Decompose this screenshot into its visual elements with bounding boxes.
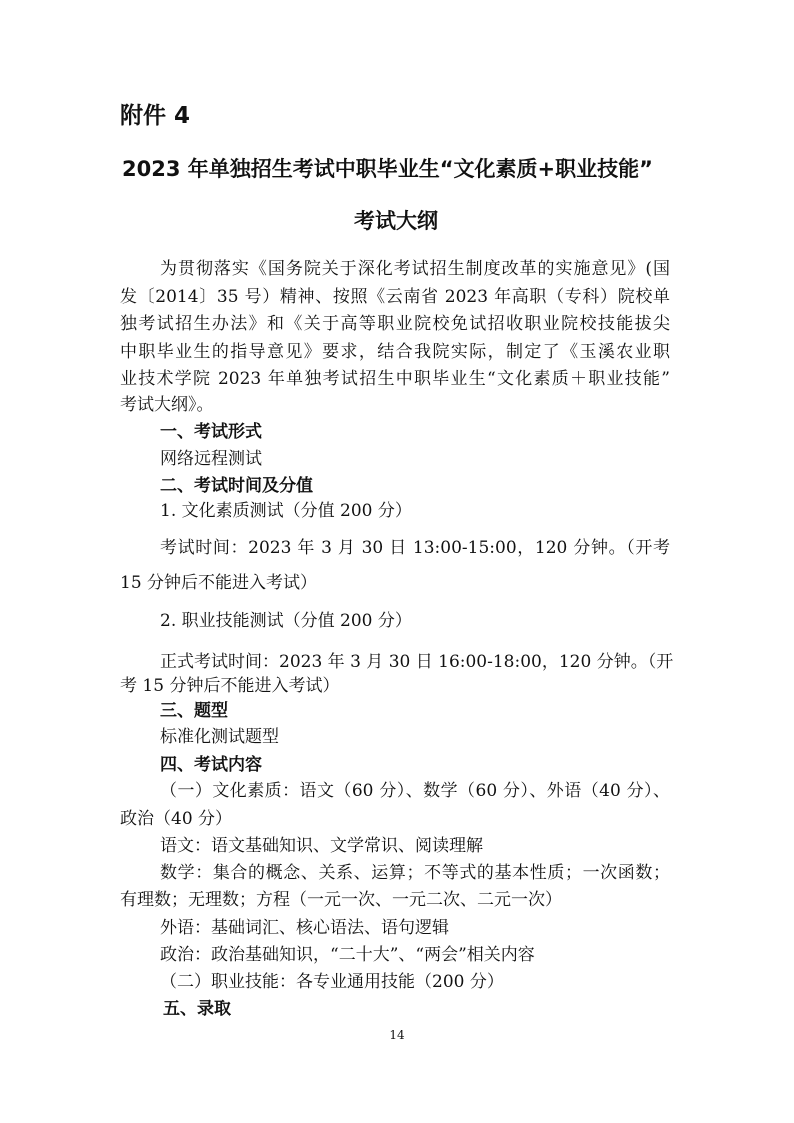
document-title-line2: 考试大纲 [354, 209, 438, 233]
section-4-chinese: 语文：语文基础知识、文学常识、阅读理解 [160, 836, 483, 856]
section-3-body: 标准化测试题型 [160, 727, 279, 747]
section-1-heading: 一、考试形式 [160, 422, 262, 442]
intro-line-4: 中职毕业生的指导意见》要求，结合我院实际，制定了《玉溪农业职 [120, 342, 670, 362]
section-4-math-line-1: 数学：集合的概念、关系、运算；不等式的基本性质；一次函数； [160, 863, 670, 883]
section-4-culture-politics: 政治（40 分） [120, 809, 233, 829]
section-2-item-2-time: 正式考试时间：2023 年 3 月 30 日 16:00-18:00，120 分钟。（开 [160, 652, 674, 672]
section-1-body: 网络远程测试 [160, 449, 262, 469]
section-2-item-2-note: 考 15 分钟后不能进入考试） [120, 676, 340, 696]
section-4-math-line-2: 有理数；无理数；方程（一元一次、一元二次、二元一次） [120, 890, 562, 910]
attachment-label: 附件 4 [120, 103, 191, 129]
intro-line-3: 独考试招生办法》和《关于高等职业院校免试招收职业院校技能拔尖 [120, 314, 670, 334]
section-4-culture-line: （一）文化素质：语文（60 分）、数学（60 分）、外语（40 分）、 [160, 781, 670, 801]
section-5-heading: 五、录取 [163, 999, 231, 1019]
section-4-vocational-skill: （二）职业技能：各专业通用技能（200 分） [160, 972, 504, 992]
section-4-heading: 四、考试内容 [160, 755, 262, 775]
document-title-line1: 2023 年单独招生考试中职毕业生“文化素质+职业技能” [122, 157, 653, 181]
page-number: 14 [389, 1028, 405, 1042]
section-4-politics: 政治：政治基础知识，“二十大”、“两会”相关内容 [160, 945, 535, 965]
intro-line-6: 考试大纲》。 [120, 395, 214, 415]
section-3-heading: 三、题型 [160, 701, 228, 721]
section-2-item-2: 2. 职业技能测试（分值 200 分） [160, 611, 412, 631]
section-4-foreign: 外语：基础词汇、核心语法、语句逻辑 [160, 918, 449, 938]
section-2-item-1-note: 15 分钟后不能进入考试） [120, 573, 318, 593]
intro-line-1: 为贯彻落实《国务院关于深化考试招生制度改革的实施意见》(国 [160, 259, 670, 279]
section-2-item-1-time: 考试时间：2023 年 3 月 30 日 13:00-15:00，120 分钟。（开考 [160, 538, 670, 558]
section-2-item-1: 1. 文化素质测试（分值 200 分） [160, 501, 412, 521]
intro-line-2: 发〔2014〕35 号）精神、按照《云南省 2023 年高职（专科）院校单 [120, 287, 670, 307]
intro-line-5: 业技术学院 2023 年单独考试招生中职毕业生“文化素质＋职业技能” [120, 369, 670, 389]
section-2-heading: 二、考试时间及分值 [160, 476, 313, 496]
